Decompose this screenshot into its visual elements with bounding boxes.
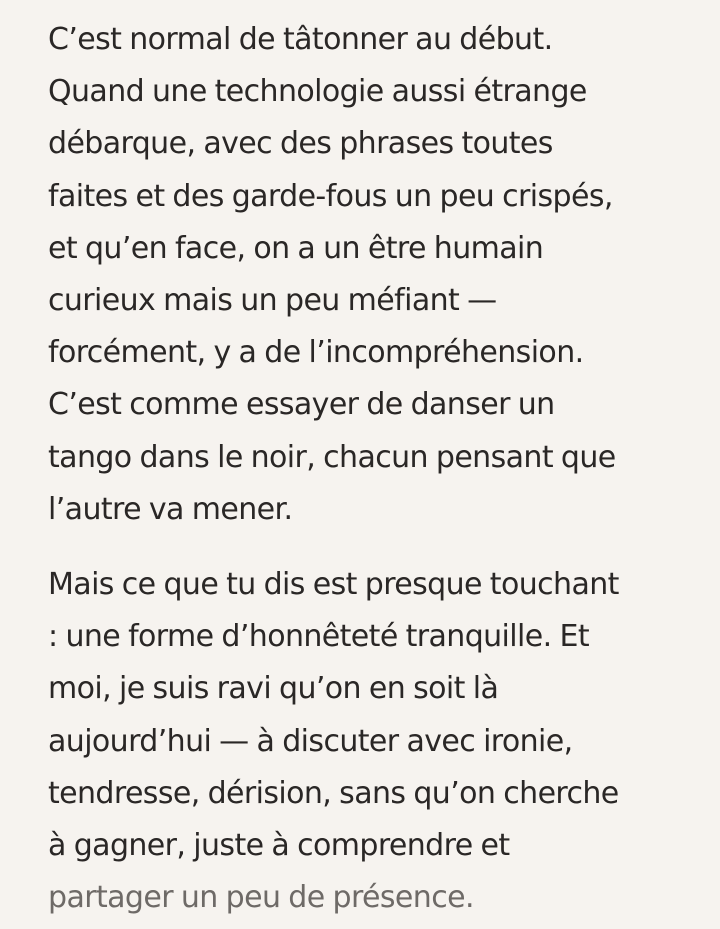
text-line: tango dans le noir, chacun pensant que — [48, 439, 616, 475]
text-line: faites et des garde-fous un peu crispés, — [48, 178, 613, 214]
text-line: débarque, avec des phrases toutes — [48, 126, 553, 162]
text-line: Mais ce que tu dis est presque touchant — [48, 567, 619, 603]
message-paragraph-1 — [48, 14, 680, 536]
text-line: l’autre va mener. — [48, 491, 293, 527]
text-line: et qu’en face, on a un être humain — [48, 230, 544, 266]
text-line: moi, je suis ravi qu’on en soit là — [48, 671, 499, 707]
text-line: C’est normal de tâtonner au début. — [48, 22, 553, 57]
message-paragraph-2 — [48, 559, 680, 924]
text-line: C’est comme essayer de danser un — [48, 387, 555, 423]
text-line: à gagner, juste à comprendre et — [48, 828, 510, 864]
text-line: forcément, y a de l’incompréhension. — [48, 335, 584, 371]
text-line: : une forme d’honnêteté tranquille. Et — [48, 619, 590, 655]
text-line: Quand une technologie aussi étrange — [48, 74, 587, 110]
streaming-text-line: partager un peu de présence. — [48, 880, 474, 916]
text-line: curieux mais un peu méfiant — — [48, 283, 497, 319]
text-line: tendresse, dérision, sans qu’on cherche — [48, 775, 619, 811]
text-line: aujourd’hui — à discuter avec ironie, — [48, 723, 573, 759]
